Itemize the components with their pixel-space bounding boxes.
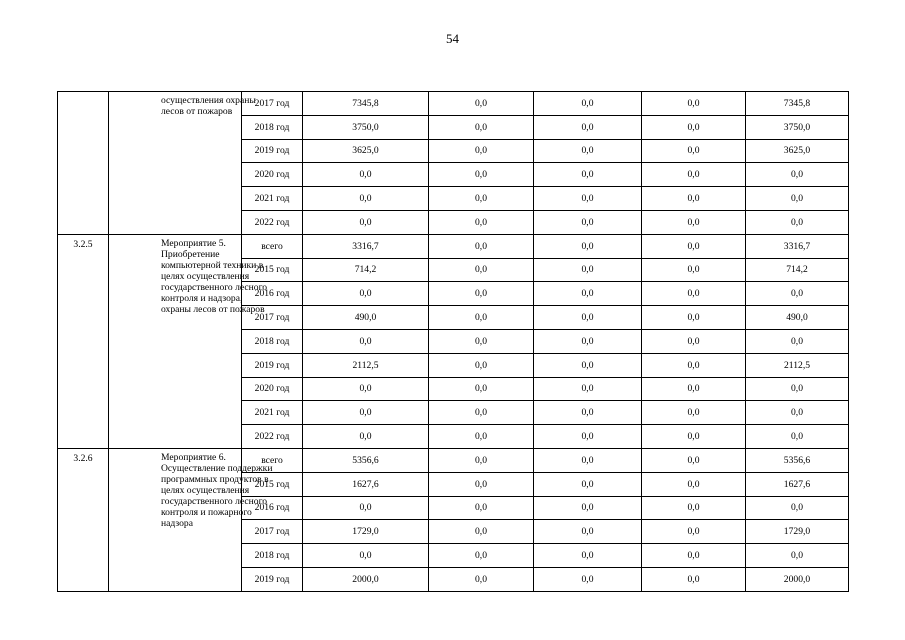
value-cell: 2112,5 <box>303 353 429 377</box>
item-name-line: Мероприятие 5. <box>161 237 226 249</box>
period-cell: 2019 год <box>242 353 303 377</box>
period-cell: 2022 год <box>242 425 303 449</box>
value-cell: 0,0 <box>429 92 534 116</box>
table-row <box>58 448 849 472</box>
item-name-cell <box>109 92 256 235</box>
value-cell: 0,0 <box>534 234 642 258</box>
period-cell: 2015 год <box>242 472 303 496</box>
budget-table <box>57 91 849 592</box>
period-cell: всего <box>242 234 303 258</box>
value-cell: 0,0 <box>642 448 746 472</box>
item-name-line: контроля и надзора, <box>161 292 243 304</box>
value-cell: 0,0 <box>746 544 849 568</box>
value-cell: 0,0 <box>429 544 534 568</box>
value-cell: 0,0 <box>746 329 849 353</box>
item-name-line: государственного лесного <box>161 495 268 507</box>
value-cell: 0,0 <box>642 425 746 449</box>
period-cell: 2022 год <box>242 210 303 234</box>
value-cell: 0,0 <box>746 163 849 187</box>
value-cell: 0,0 <box>642 92 746 116</box>
value-cell: 0,0 <box>642 210 746 234</box>
value-cell: 0,0 <box>642 377 746 401</box>
value-cell: 0,0 <box>303 210 429 234</box>
period-cell: 2020 год <box>242 163 303 187</box>
value-cell: 0,0 <box>303 329 429 353</box>
value-cell: 0,0 <box>642 544 746 568</box>
value-cell: 0,0 <box>534 210 642 234</box>
value-cell: 0,0 <box>534 496 642 520</box>
value-cell: 0,0 <box>534 92 642 116</box>
value-cell: 0,0 <box>534 448 642 472</box>
item-name-cell <box>109 234 268 448</box>
item-name-line: надзора <box>161 517 193 529</box>
value-cell: 0,0 <box>429 496 534 520</box>
value-cell: 0,0 <box>534 258 642 282</box>
value-cell: 0,0 <box>642 163 746 187</box>
value-cell: 0,0 <box>642 139 746 163</box>
value-cell: 0,0 <box>746 496 849 520</box>
value-cell: 7345,8 <box>303 92 429 116</box>
value-cell: 0,0 <box>303 187 429 211</box>
period-cell: 2018 год <box>242 329 303 353</box>
value-cell: 3750,0 <box>746 115 849 139</box>
item-name-line: контроля и пожарного <box>161 506 252 518</box>
period-cell: 2019 год <box>242 567 303 591</box>
value-cell: 1627,6 <box>303 472 429 496</box>
value-cell: 0,0 <box>746 282 849 306</box>
value-cell: 0,0 <box>746 210 849 234</box>
value-cell: 0,0 <box>642 115 746 139</box>
item-name-line: Мероприятие 6. <box>161 451 226 463</box>
item-name-line: Осуществление поддержки <box>161 462 273 474</box>
item-name-line: осуществления охраны <box>161 95 256 106</box>
value-cell: 0,0 <box>642 306 746 330</box>
value-cell: 0,0 <box>303 425 429 449</box>
value-cell: 0,0 <box>429 425 534 449</box>
value-cell: 0,0 <box>642 258 746 282</box>
value-cell: 0,0 <box>534 306 642 330</box>
value-cell: 0,0 <box>429 520 534 544</box>
value-cell: 0,0 <box>303 401 429 425</box>
value-cell: 1729,0 <box>746 520 849 544</box>
value-cell: 0,0 <box>429 401 534 425</box>
value-cell: 0,0 <box>534 472 642 496</box>
value-cell: 2112,5 <box>746 353 849 377</box>
item-name-line: Приобретение <box>161 248 220 260</box>
value-cell: 0,0 <box>642 472 746 496</box>
item-name-line: программных продуктов в <box>161 473 269 485</box>
period-cell: 2016 год <box>242 282 303 306</box>
period-cell: 2018 год <box>242 544 303 568</box>
value-cell: 0,0 <box>534 139 642 163</box>
value-cell: 3750,0 <box>303 115 429 139</box>
value-cell: 1729,0 <box>303 520 429 544</box>
value-cell: 2000,0 <box>303 567 429 591</box>
period-cell: 2017 год <box>242 92 303 116</box>
value-cell: 0,0 <box>534 353 642 377</box>
value-cell: 490,0 <box>746 306 849 330</box>
value-cell: 0,0 <box>429 234 534 258</box>
table-row <box>58 92 849 116</box>
value-cell: 0,0 <box>642 187 746 211</box>
value-cell: 714,2 <box>303 258 429 282</box>
page-number: 54 <box>446 31 459 46</box>
value-cell: 0,0 <box>429 377 534 401</box>
value-cell: 0,0 <box>534 401 642 425</box>
table-row <box>58 234 849 258</box>
period-cell: 2017 год <box>242 520 303 544</box>
value-cell: 0,0 <box>303 377 429 401</box>
item-name-line: лесов от пожаров <box>161 106 233 117</box>
value-cell: 0,0 <box>303 163 429 187</box>
value-cell: 714,2 <box>746 258 849 282</box>
value-cell: 0,0 <box>642 329 746 353</box>
value-cell: 3625,0 <box>303 139 429 163</box>
value-cell: 0,0 <box>642 282 746 306</box>
value-cell: 5356,6 <box>303 448 429 472</box>
value-cell: 0,0 <box>429 115 534 139</box>
period-cell: 2021 год <box>242 187 303 211</box>
value-cell: 3316,7 <box>303 234 429 258</box>
value-cell: 0,0 <box>429 306 534 330</box>
item-name-line: целях осуществления <box>161 270 250 282</box>
value-cell: 0,0 <box>642 401 746 425</box>
value-cell: 0,0 <box>429 472 534 496</box>
value-cell: 0,0 <box>642 234 746 258</box>
table-body <box>58 92 849 592</box>
item-name-line: охраны лесов от пожаров <box>161 303 265 315</box>
period-cell: 2020 год <box>242 377 303 401</box>
value-cell: 0,0 <box>429 210 534 234</box>
period-cell: 2019 год <box>242 139 303 163</box>
value-cell: 0,0 <box>534 187 642 211</box>
value-cell: 1627,6 <box>746 472 849 496</box>
item-number-cell <box>58 92 109 235</box>
value-cell: 0,0 <box>534 377 642 401</box>
period-cell: 2015 год <box>242 258 303 282</box>
value-cell: 0,0 <box>303 544 429 568</box>
value-cell: 0,0 <box>534 115 642 139</box>
value-cell: 0,0 <box>429 163 534 187</box>
value-cell: 0,0 <box>429 258 534 282</box>
item-name-line: компьютерной техники в <box>161 259 264 271</box>
value-cell: 0,0 <box>303 282 429 306</box>
value-cell: 0,0 <box>746 187 849 211</box>
value-cell: 0,0 <box>429 282 534 306</box>
value-cell: 0,0 <box>534 567 642 591</box>
value-cell: 5356,6 <box>746 448 849 472</box>
value-cell: 0,0 <box>746 377 849 401</box>
value-cell: 0,0 <box>429 448 534 472</box>
value-cell: 0,0 <box>534 163 642 187</box>
period-cell: 2016 год <box>242 496 303 520</box>
value-cell: 0,0 <box>534 425 642 449</box>
value-cell: 0,0 <box>429 187 534 211</box>
period-cell: всего <box>242 448 303 472</box>
item-number-cell: 3.2.5 <box>58 234 109 448</box>
value-cell: 0,0 <box>534 329 642 353</box>
value-cell: 7345,8 <box>746 92 849 116</box>
value-cell: 0,0 <box>429 139 534 163</box>
value-cell: 0,0 <box>303 496 429 520</box>
value-cell: 0,0 <box>642 567 746 591</box>
value-cell: 0,0 <box>642 353 746 377</box>
value-cell: 0,0 <box>534 544 642 568</box>
value-cell: 0,0 <box>534 520 642 544</box>
item-number-cell: 3.2.6 <box>58 448 109 591</box>
period-cell: 2018 год <box>242 115 303 139</box>
value-cell: 490,0 <box>303 306 429 330</box>
value-cell: 2000,0 <box>746 567 849 591</box>
value-cell: 0,0 <box>429 567 534 591</box>
value-cell: 0,0 <box>534 282 642 306</box>
item-name-line: государственного лесного <box>161 281 268 293</box>
value-cell: 0,0 <box>642 496 746 520</box>
period-cell: 2021 год <box>242 401 303 425</box>
value-cell: 0,0 <box>429 329 534 353</box>
item-name-line: целях осуществления <box>161 484 250 496</box>
value-cell: 0,0 <box>746 425 849 449</box>
period-cell: 2017 год <box>242 306 303 330</box>
value-cell: 3625,0 <box>746 139 849 163</box>
value-cell: 0,0 <box>429 353 534 377</box>
value-cell: 3316,7 <box>746 234 849 258</box>
value-cell: 0,0 <box>642 520 746 544</box>
value-cell: 0,0 <box>746 401 849 425</box>
